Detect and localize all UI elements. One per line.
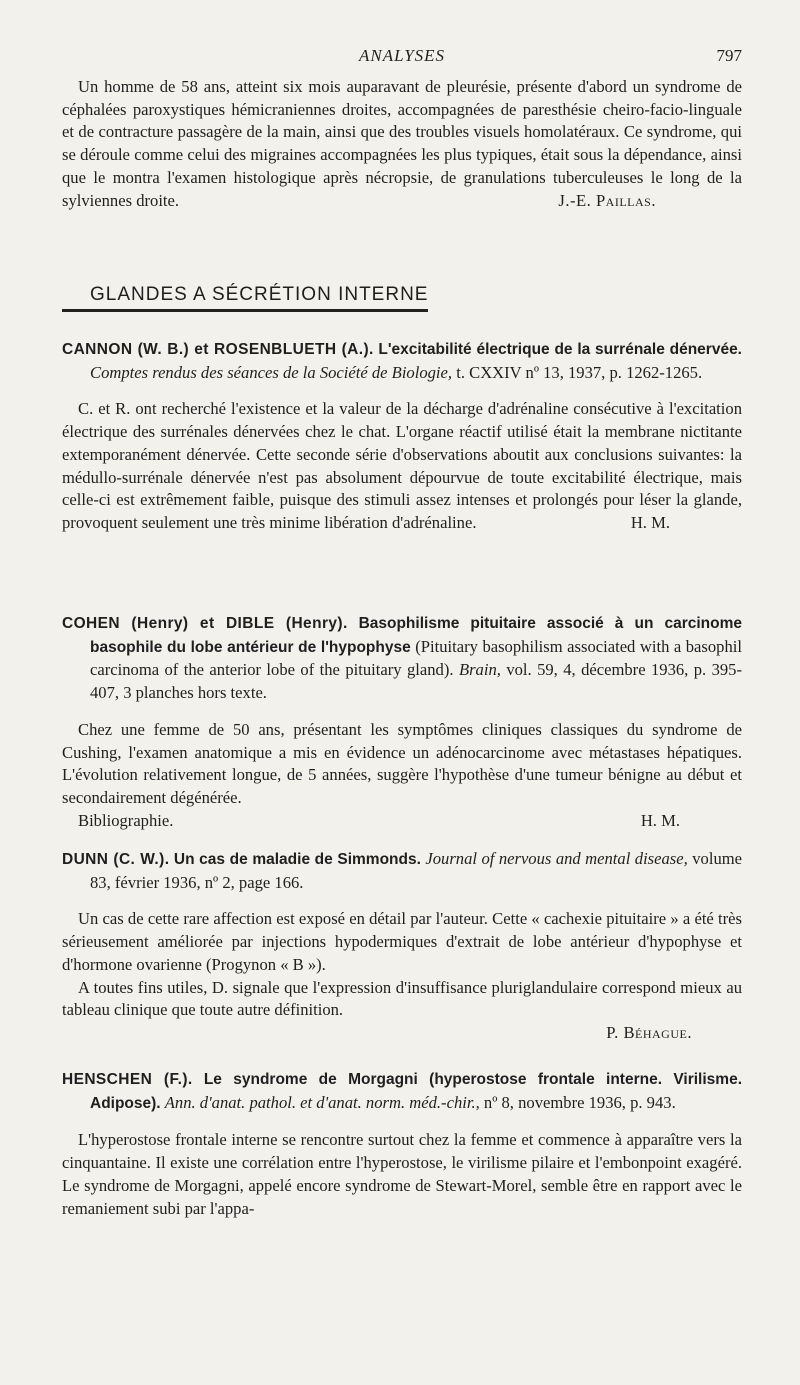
entry-bibliography: Bibliographie. <box>78 810 174 830</box>
entry-citation <box>62 1068 742 1115</box>
entry-henschen <box>62 1068 742 1220</box>
entry-abstract: L'hyperostose frontale interne se rencontre surtout chez la femme et commence à apparaître vers la cinquantaine. Il existe une corrélation entre l'hyperostose, le virilisme pilaire et l'embonpoint exagéré. Le syndrome de Morgagni, appelé encore syndrome de Stewart-Morel, semble être en rapport avec le remaniement subi par l'appa- <box>62 1130 742 1218</box>
entry-title: Basophilisme pituitaire associé à un carcinome basophile du lobe antérieur de l'hypophyse <box>90 615 742 656</box>
intro-block <box>62 76 742 212</box>
entry-authors: CANNON (W. B.) et ROSENBLUETH (A.). <box>62 341 374 358</box>
entry-source: Ann. d'anat. pathol. et d'anat. norm. méd.-chir., <box>164 1092 480 1112</box>
section-title: GLANDES A SÉCRÉTION INTERNE <box>62 284 428 312</box>
entry-source-details: volume 83, février 1936, nº 2, page 166. <box>90 849 743 892</box>
entry-source-english: (Pituitary basophilism associated with a basophil carcinoma of the anterior lobe of the pituitary gland). <box>90 636 742 680</box>
intro-signature: J.-E. Paillas. <box>558 190 656 210</box>
entry-citation <box>62 848 742 894</box>
intro-paragraph: Un homme de 58 ans, atteint six mois auparavant de pleurésie, présente d'abord un syndrome de céphalées paroxystiques hémicraniennes droites, accompagnées de paresthésie cheiro-facio-linguale et de contracture passagère de la main, ainsi que des troubles visuels homolatéraux. Ce syndrome, qui se déroule comme celui des migraines accompagnées les plus typiques, était sous la dépendance, ainsi que le montra l'examen histologique après nécropsie, de granulations tuberculeuses le long de la sylviennes droite. <box>62 77 742 210</box>
entry-authors: HENSCHEN (F.). <box>62 1071 193 1088</box>
page-number: 797 <box>716 46 742 65</box>
entry-source-details: vol. 59, 4, décembre 1936, p. 395-407, 3 planches hors texte. <box>90 660 743 703</box>
entry-title: Le syndrome de Morgagni (hyperostose frontale interne. Virilisme. Adipose). <box>90 1071 742 1112</box>
entry-title: Un cas de maladie de Simmonds. <box>173 851 421 868</box>
entry-source: Comptes rendus des séances de la Société de Biologie, <box>90 362 453 382</box>
entry-cohen <box>62 612 742 832</box>
entry-signature: H. M. <box>630 512 670 532</box>
section-heading <box>62 284 742 312</box>
entry-citation <box>62 338 742 384</box>
entry-source-details: nº 8, novembre 1936, p. 943. <box>483 1092 676 1112</box>
entry-dunn <box>62 848 742 1045</box>
running-title: ANALYSES <box>358 46 446 65</box>
entry-cannon <box>62 338 742 535</box>
entry-abstract-continued: A toutes fins utiles, D. signale que l'expression d'insuffisance pluriglandulaire correspond mieux au tableau clinique que toute autre définition. <box>62 977 742 1020</box>
entry-title: L'excitabilité électrique de la surrénale dénervée. <box>378 341 742 358</box>
entry-source: Journal of nervous and mental disease, <box>425 849 688 868</box>
entry-signature: P. Béhague. <box>606 1022 692 1042</box>
entry-signature: H. M. <box>640 810 680 830</box>
entry-source-details: t. CXXIV nº 13, 1937, p. 1262-1265. <box>456 362 703 382</box>
entry-abstract: Un cas de cette rare affection est exposé en détail par l'auteur. Cette « cachexie pituitaire » a été très sérieusement améliorée par injections hypodermiques d'extrait de lobe antérieur d'hypophyse et d'hormone ovarienne (Progynon « B »). <box>62 909 742 974</box>
entry-abstract: C. et R. ont recherché l'existence et la valeur de la décharge d'adrénaline consécutive à l'excitation électrique des surrénales dénervées chez le chat. L'organe réactif utilisé était la membrane nictitante extemporanément dénervée. Cette seconde série d'observations aboutit aux conclusions suivantes: la médullo-surrénale dénervée n'est pas absolument dépourvue de toute excitabilité électrique, mais celle-ci est extrêmement faible, puisque des stimuli assez intenses et prolongés pour léser la glande, provoquent seulement une très minime libération d'adrénaline. <box>62 399 742 532</box>
entry-authors: COHEN (Henry) et DIBLE (Henry). <box>62 615 348 632</box>
running-header <box>62 46 742 68</box>
entry-source: Brain, <box>458 660 501 680</box>
entry-authors: DUNN (C. W.). <box>62 851 170 868</box>
entry-abstract: Chez une femme de 50 ans, présentant les symptômes cliniques classiques du syndrome de Cushing, l'examen anatomique a mis en évidence un adénocarcinome avec métastases hépatiques. L'évolution relativement longue, de 5 années, suggère l'hypothèse d'une tumeur bénigne au début et secondairement dégénérée. <box>62 719 742 807</box>
entry-citation <box>62 612 742 705</box>
